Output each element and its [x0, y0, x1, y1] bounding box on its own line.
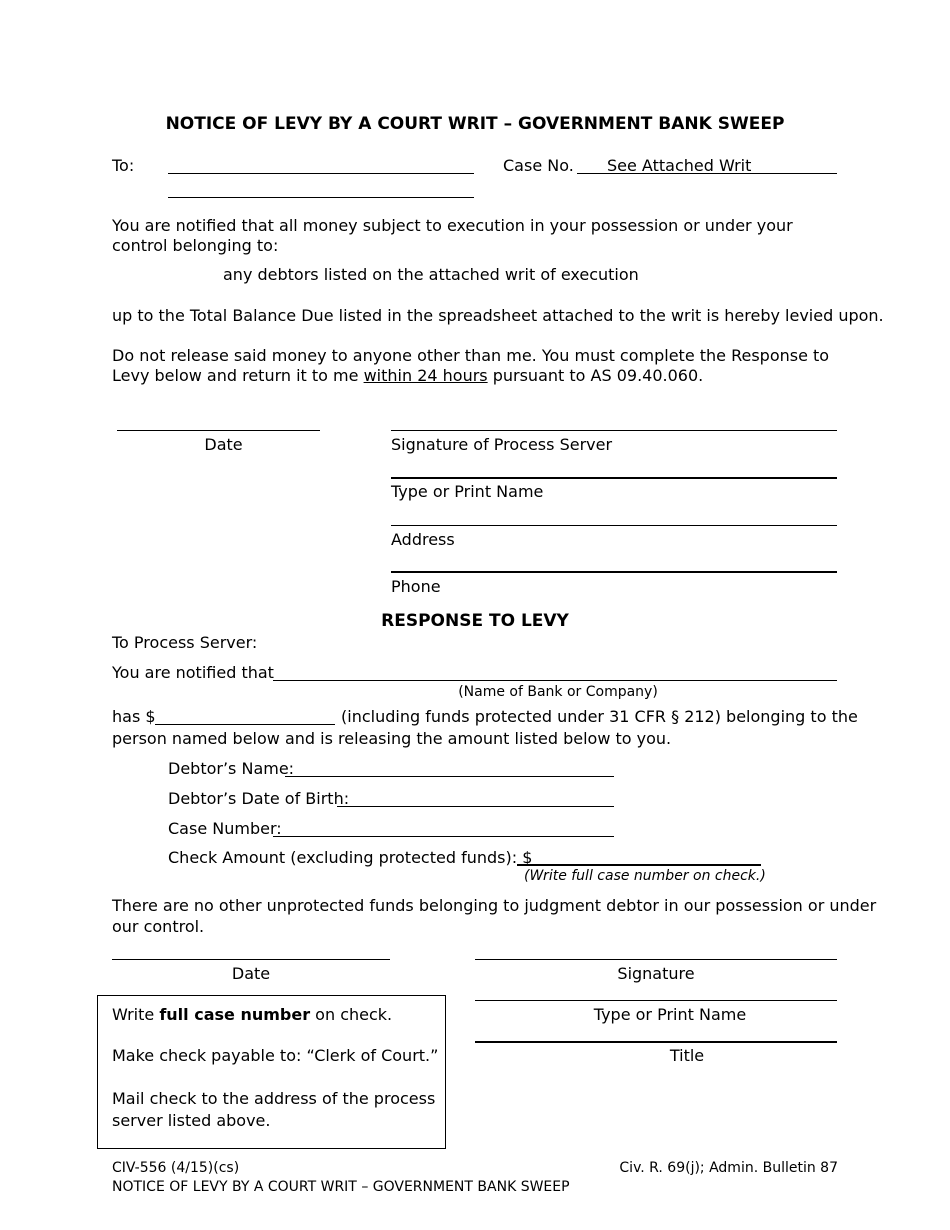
- bank-date-line[interactable]: [112, 959, 390, 960]
- server-phone-label: Phone: [391, 577, 441, 596]
- server-signature-line[interactable]: [391, 430, 837, 431]
- server-signature-label: Signature of Process Server: [391, 435, 613, 454]
- release-deadline: within 24 hours: [363, 366, 488, 385]
- instruction-bold-text: full case number: [159, 1005, 311, 1024]
- footer-rule: Civ. R. 69(j); Admin. Bulletin 87: [619, 1160, 838, 1176]
- release-text-b: pursuant to AS 09.40.060.: [487, 366, 704, 385]
- instruction-case-number: [112, 1005, 392, 1024]
- bank-title-line[interactable]: [475, 1041, 837, 1043]
- bank-signature-line[interactable]: [475, 959, 837, 960]
- no-other-funds-1: There are no other unprotected funds belonging to judgment debtor in our possession or under: [112, 896, 877, 915]
- has-amount-rest-2: person named below and is releasing the amount listed below to you.: [112, 729, 672, 748]
- server-address-line[interactable]: [391, 525, 837, 526]
- case-number-label: Case Number:: [168, 819, 282, 838]
- debtor-name-label: Debtor’s Name:: [168, 759, 295, 778]
- debtors-line: any debtors listed on the attached writ of execution: [223, 265, 639, 284]
- instruction-box: [97, 995, 446, 1149]
- notified-label: You are notified that: [112, 663, 274, 682]
- case-no-value: See Attached Writ: [607, 156, 752, 175]
- to-label: To:: [112, 156, 135, 175]
- total-balance-paragraph: up to the Total Balance Due listed in the spreadsheet attached to the writ is hereby levied upon.: [112, 306, 884, 325]
- instruction-text: Write: [112, 1005, 160, 1024]
- bank-print-name-label: Type or Print Name: [593, 1005, 747, 1024]
- bank-title-label: Title: [669, 1046, 705, 1065]
- bank-signature-label: Signature: [617, 964, 695, 983]
- server-date-line[interactable]: [117, 430, 320, 431]
- instruction-mail-1: Mail check to the address of the process: [112, 1089, 436, 1108]
- case-no-label: Case No.: [503, 156, 574, 175]
- debtor-name-field[interactable]: [285, 758, 614, 777]
- no-other-funds-2: our control.: [112, 917, 205, 936]
- footer-form-title: NOTICE OF LEVY BY A COURT WRIT – GOVERNMENT BANK SWEEP: [112, 1179, 570, 1195]
- check-amount-label: Check Amount (excluding protected funds): $: [168, 848, 533, 867]
- notice-paragraph: You are notified that all money subject to execution in your possession or under your control belonging to:: [112, 216, 793, 255]
- bank-name-field[interactable]: [273, 662, 837, 681]
- footer-form-id: CIV-556 (4/15)(cs): [112, 1160, 240, 1176]
- case-number-field[interactable]: [273, 818, 614, 837]
- debtor-dob-field[interactable]: [337, 788, 614, 807]
- release-text-a: Do not release said money to anyone other than me. You must complete the Response to Levy below and return it to me: [112, 346, 830, 385]
- case-no-field[interactable]: [577, 155, 837, 174]
- bank-date-label: Date: [231, 964, 271, 983]
- to-field-line-1[interactable]: [168, 155, 474, 174]
- instruction-mail-2: server listed above.: [112, 1111, 271, 1130]
- server-name-line[interactable]: [391, 477, 837, 479]
- server-name-label: Type or Print Name: [391, 482, 544, 501]
- instruction-payable: Make check payable to: “Clerk of Court.”: [112, 1046, 439, 1065]
- debtor-dob-label: Debtor’s Date of Birth:: [168, 789, 350, 808]
- server-phone-line[interactable]: [391, 571, 837, 573]
- check-amount-field[interactable]: [517, 846, 761, 866]
- bank-name-caption: (Name of Bank or Company): [458, 684, 658, 700]
- server-date-label: Date: [204, 435, 243, 454]
- release-paragraph: [112, 346, 842, 386]
- form-title: NOTICE OF LEVY BY A COURT WRIT – GOVERNMENT BANK SWEEP: [165, 114, 785, 134]
- bank-name-line[interactable]: [475, 1000, 837, 1001]
- to-field-line-2[interactable]: [168, 179, 474, 198]
- instruction-text: on check.: [310, 1005, 393, 1024]
- check-note: (Write full case number on check.): [524, 868, 766, 884]
- has-amount-label: has $: [112, 707, 156, 726]
- to-process-server: To Process Server:: [112, 633, 258, 652]
- has-amount-rest: (including funds protected under 31 CFR § 212) belonging to the: [341, 707, 858, 726]
- server-address-label: Address: [391, 530, 455, 549]
- response-heading: RESPONSE TO LEVY: [381, 611, 569, 631]
- has-amount-field[interactable]: [155, 706, 335, 725]
